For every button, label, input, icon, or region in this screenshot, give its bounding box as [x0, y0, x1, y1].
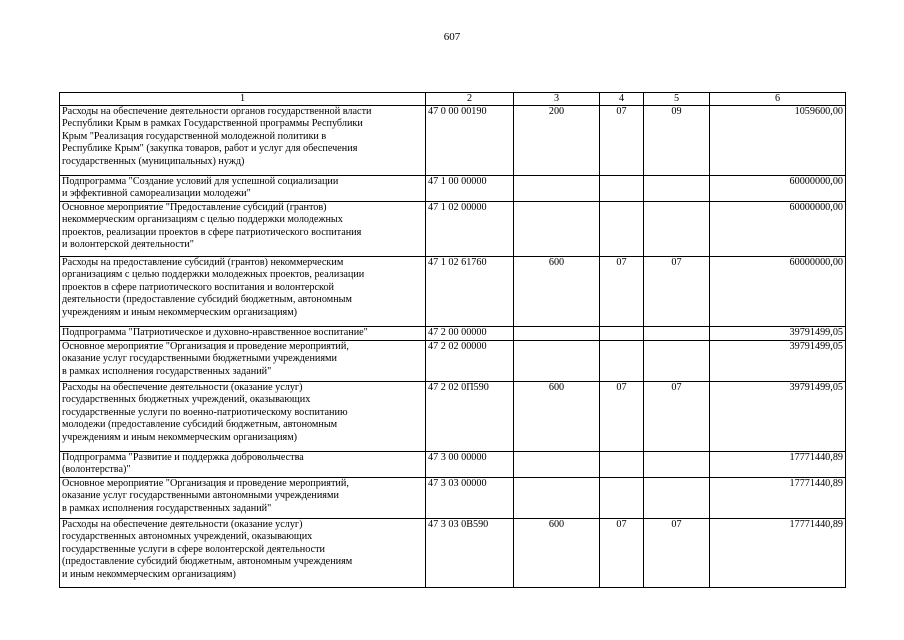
- row-description: Расходы на предоставление субсидий (грантов) некоммерческим организациям с целью поддержки молодежных проектов, реализации проектов в сфере патриотического воспитания и волонтерской деятельности (предоставление субсидий бюджетным, автономным учреждениям и иным некоммерческим организациям): [60, 257, 426, 327]
- row-code: 47 1 00 00000: [426, 176, 514, 202]
- row-description: Основное мероприятие "Предоставление субсидий (грантов) некоммерческим организациям с целью поддержки молодежных проектов, реализации проектов в сфере патриотического воспитания и волонтерской деятельности": [60, 202, 426, 257]
- row-expense-type: [514, 478, 600, 519]
- row-subsection: [644, 452, 710, 478]
- column-header: 4: [600, 93, 644, 106]
- row-amount: 60000000,00: [710, 176, 846, 202]
- row-amount: 39791499,05: [710, 327, 846, 341]
- header-row: [60, 93, 846, 106]
- table-row: [60, 341, 846, 382]
- row-subsection: 09: [644, 106, 710, 176]
- row-subsection: [644, 478, 710, 519]
- row-expense-type: 600: [514, 257, 600, 327]
- row-expense-type: 200: [514, 106, 600, 176]
- row-expense-type: [514, 176, 600, 202]
- column-header: 3: [514, 93, 600, 106]
- row-amount: 39791499,05: [710, 382, 846, 452]
- table-row: [60, 382, 846, 452]
- row-subsection: [644, 341, 710, 382]
- row-section: 07: [600, 519, 644, 588]
- row-subsection: 07: [644, 257, 710, 327]
- table-row: [60, 176, 846, 202]
- row-subsection: [644, 202, 710, 257]
- table-row: [60, 452, 846, 478]
- table-row: [60, 106, 846, 176]
- row-code: 47 2 02 0П590: [426, 382, 514, 452]
- row-section: [600, 341, 644, 382]
- row-amount: 17771440,89: [710, 519, 846, 588]
- row-section: [600, 202, 644, 257]
- row-description: Подпрограмма "Патриотическое и духовно-нравственное воспитание": [60, 327, 426, 341]
- row-code: 47 1 02 61760: [426, 257, 514, 327]
- row-description: Расходы на обеспечение деятельности (оказание услуг) государственных бюджетных учреждений, оказывающих государственные услуги по военно-патриотическому воспитанию молодежи (предоставление субсидий бюджетным, автономным учреждениям и иным некоммерческим организациям): [60, 382, 426, 452]
- row-expense-type: [514, 202, 600, 257]
- table-row: [60, 519, 846, 588]
- row-expense-type: [514, 452, 600, 478]
- row-description: Основное мероприятие "Организация и проведение мероприятий, оказание услуг государственными бюджетными учреждениями в рамках исполнения государственных заданий": [60, 341, 426, 382]
- row-expense-type: [514, 327, 600, 341]
- row-code: 47 1 02 00000: [426, 202, 514, 257]
- row-subsection: [644, 327, 710, 341]
- row-section: [600, 478, 644, 519]
- row-description: Подпрограмма "Развитие и поддержка добровольчества (волонтерства)": [60, 452, 426, 478]
- row-amount: 17771440,89: [710, 452, 846, 478]
- row-subsection: [644, 176, 710, 202]
- row-amount: 60000000,00: [710, 202, 846, 257]
- row-code: 47 2 00 00000: [426, 327, 514, 341]
- row-section: 07: [600, 257, 644, 327]
- row-expense-type: [514, 341, 600, 382]
- row-amount: 60000000,00: [710, 257, 846, 327]
- row-amount: 39791499,05: [710, 341, 846, 382]
- page-number: 607: [443, 31, 461, 43]
- row-code: 47 3 00 00000: [426, 452, 514, 478]
- column-header: 5: [644, 93, 710, 106]
- table-row: [60, 202, 846, 257]
- row-code: 47 0 00 00190: [426, 106, 514, 176]
- row-code: 47 3 03 00000: [426, 478, 514, 519]
- row-section: [600, 327, 644, 341]
- budget-table: [59, 92, 846, 588]
- column-header: 2: [426, 93, 514, 106]
- table-row: [60, 327, 846, 341]
- row-code: 47 3 03 0В590: [426, 519, 514, 588]
- row-amount: 1059600,00: [710, 106, 846, 176]
- table-row: [60, 478, 846, 519]
- column-header: 6: [710, 93, 846, 106]
- row-subsection: 07: [644, 519, 710, 588]
- row-section: [600, 176, 644, 202]
- row-expense-type: 600: [514, 519, 600, 588]
- row-section: 07: [600, 382, 644, 452]
- column-header: 1: [60, 93, 426, 106]
- table-row: [60, 257, 846, 327]
- row-description: Расходы на обеспечение деятельности (оказание услуг) государственных автономных учреждений, оказывающих государственные услуги в сфере волонтерской деятельности (предоставление субсидий бюджетным, автономным учреждениям и иным некоммерческим организациям): [60, 519, 426, 588]
- row-subsection: 07: [644, 382, 710, 452]
- row-section: 07: [600, 106, 644, 176]
- row-description: Основное мероприятие "Организация и проведение мероприятий, оказание услуг государственными автономными учреждениями в рамках исполнения государственных заданий": [60, 478, 426, 519]
- row-description: Расходы на обеспечение деятельности органов государственной власти Республики Крым в рамках Государственной программы Республики Крым "Реализация государственной молодежной политики в Республике Крым" (закупка товаров, работ и услуг для обеспечения государственных (муниципальных) нужд): [60, 106, 426, 176]
- row-expense-type: 600: [514, 382, 600, 452]
- row-section: [600, 452, 644, 478]
- row-description: Подпрограмма "Создание условий для успешной социализации и эффективной самореализации молодежи": [60, 176, 426, 202]
- row-amount: 17771440,89: [710, 478, 846, 519]
- row-code: 47 2 02 00000: [426, 341, 514, 382]
